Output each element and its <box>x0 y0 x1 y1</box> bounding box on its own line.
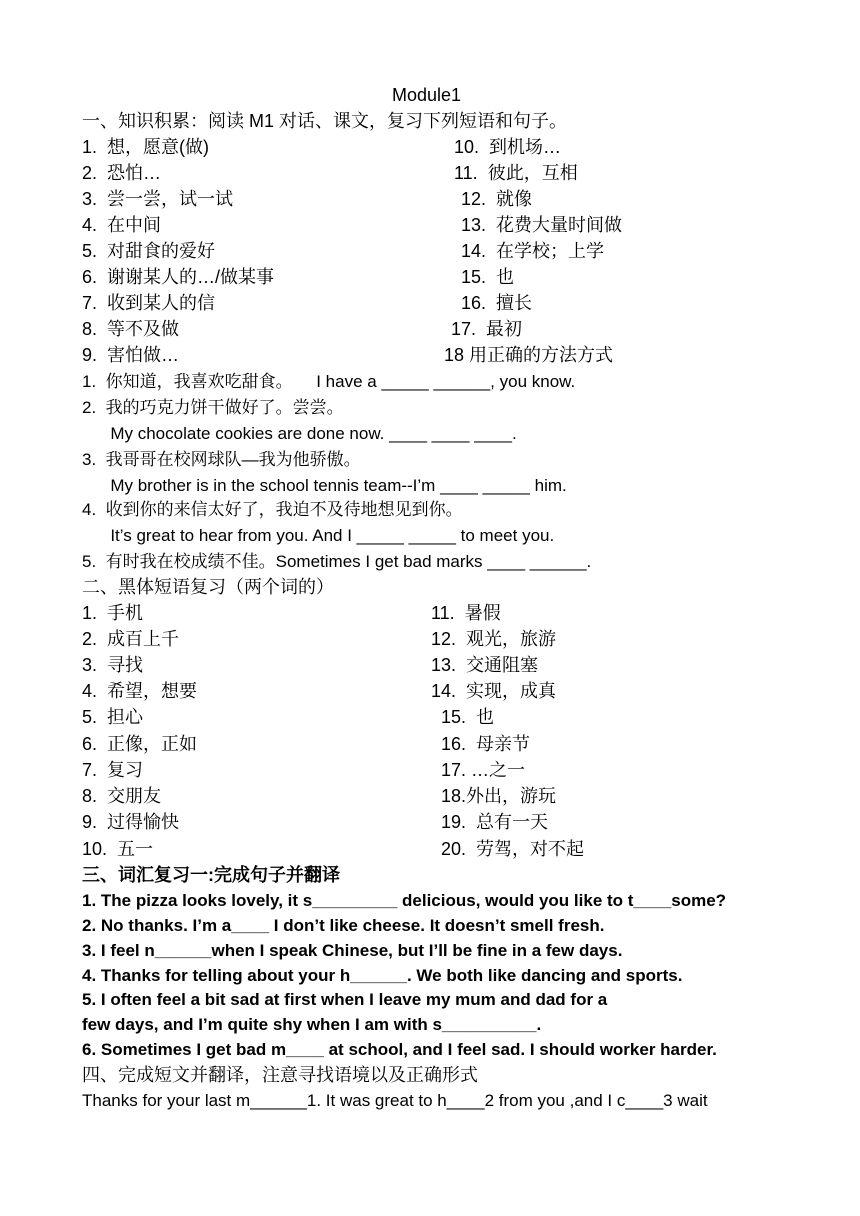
phrase-item: 13. 花费大量时间做 <box>461 215 623 235</box>
sentence-item: 3. 我哥哥在校网球队—我为他骄傲。 <box>82 450 361 469</box>
sentence-item: 2. 我的巧克力饼干做好了。尝尝。 <box>82 398 344 417</box>
phrase-item: 1. 手机 <box>82 603 144 623</box>
section-1-heading: 一、知识积累：阅读 M1 对话、课文，复习下列短语和句子。 <box>82 111 568 131</box>
section-3-heading: 三、词汇复习一:完成句子并翻译 <box>82 865 340 885</box>
phrase-item: 3. 尝一尝，试一试 <box>82 189 234 209</box>
phrase-item: 9. 过得愉快 <box>82 812 180 832</box>
phrase-item: 11. 彼此，互相 <box>454 163 578 183</box>
phrase-item: 5. 对甜食的爱好 <box>82 241 216 261</box>
phrase-item: 14. 在学校；上学 <box>461 241 605 261</box>
phrase-item: 12. 观光，旅游 <box>431 629 557 649</box>
phrase-item: 6. 正像，正如 <box>82 734 198 754</box>
phrase-item: 18 用正确的方法方式 <box>444 345 614 365</box>
sentence-item: It’s great to hear from you. And I _____ _____ to meet you. <box>82 526 555 545</box>
phrase-item: 9. 害怕做… <box>82 345 180 365</box>
sentence-item: 4. Thanks for telling about your h______. We both like dancing and sports. <box>82 966 683 985</box>
phrase-item: 10. 到机场… <box>454 137 562 157</box>
phrase-item: 17. …之一 <box>441 760 526 780</box>
phrase-item: 8. 等不及做 <box>82 319 180 339</box>
sentence-item: 2. No thanks. I’m a____ I don’t like cheese. It doesn’t smell fresh. <box>82 916 605 935</box>
passage-text: Thanks for your last m______1. It was great to h____2 from you ,and I c____3 wait <box>82 1091 708 1110</box>
phrase-item: 18.外出，游玩 <box>441 786 557 806</box>
phrase-item: 16. 母亲节 <box>441 734 531 754</box>
sentence-item: 5. 有时我在校成绩不佳。Sometimes I get bad marks ____ ______. <box>82 552 592 571</box>
phrase-item: 15. 也 <box>441 707 495 727</box>
phrase-item: 17. 最初 <box>451 319 523 339</box>
phrase-item: 4. 希望，想要 <box>82 681 198 701</box>
sentence-item: few days, and I’m quite shy when I am with s__________. <box>82 1015 542 1034</box>
sentence-item: 4. 收到你的来信太好了，我迫不及待地想见到你。 <box>82 500 463 519</box>
sentence-item: My chocolate cookies are done now. ____ ____ ____. <box>82 424 517 443</box>
phrase-item: 20. 劳驾，对不起 <box>441 839 585 859</box>
sentence-item: 3. I feel n______when I speak Chinese, but I’ll be fine in a few days. <box>82 941 623 960</box>
phrase-item: 11. 暑假 <box>431 603 501 623</box>
phrase-item: 7. 收到某人的信 <box>82 293 216 313</box>
sentence-item: 6. Sometimes I get bad m____ at school, and I feel sad. I should worker harder. <box>82 1040 717 1059</box>
phrase-item: 16. 擅长 <box>461 293 533 313</box>
sentence-item: 1. 你知道，我喜欢吃甜食。 I have a _____ ______, you know. <box>82 372 576 391</box>
phrase-item: 10. 五一 <box>82 839 154 859</box>
phrase-item: 7. 复习 <box>82 760 144 780</box>
sentence-item: 5. I often feel a bit sad at first when I leave my mum and dad for a <box>82 990 608 1009</box>
phrase-item: 6. 谢谢某人的…/做某事 <box>82 267 275 287</box>
phrase-item: 19. 总有一天 <box>441 812 549 832</box>
page-title: Module1 <box>392 85 462 105</box>
phrase-item: 2. 恐怕… <box>82 163 162 183</box>
phrase-item: 3. 寻找 <box>82 655 144 675</box>
phrase-item: 4. 在中间 <box>82 215 162 235</box>
phrase-item: 2. 成百上千 <box>82 629 180 649</box>
sentence-item: 1. The pizza looks lovely, it s_________ delicious, would you like to t____some? <box>82 891 727 910</box>
phrase-item: 13. 交通阻塞 <box>431 655 539 675</box>
phrase-item: 5. 担心 <box>82 707 144 727</box>
phrase-item: 15. 也 <box>461 267 515 287</box>
sentence-item: My brother is in the school tennis team--I’m ____ _____ him. <box>82 476 567 495</box>
phrase-item: 14. 实现，成真 <box>431 681 557 701</box>
section-4-heading: 四、完成短文并翻译，注意寻找语境以及正确形式 <box>82 1065 478 1085</box>
phrase-item: 8. 交朋友 <box>82 786 162 806</box>
phrase-item: 1. 想，愿意(做) <box>82 137 210 157</box>
section-2-heading: 二、黑体短语复习（两个词的） <box>82 577 334 597</box>
phrase-item: 12. 就像 <box>461 189 533 209</box>
